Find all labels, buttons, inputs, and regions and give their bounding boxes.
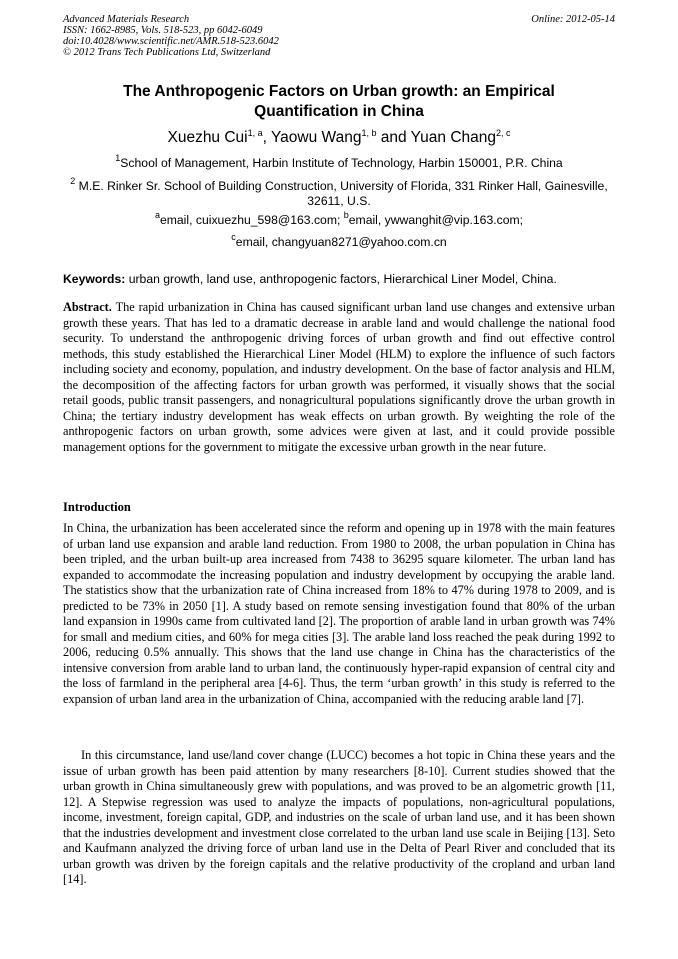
- introduction-paragraph-1: In China, the urbanization has been accelerated since the reform and opening up in 1978 with the main features of urban land use expansion and arable land reduction. From 1980 to 2008, the urban population in China has been tripled, and the urban built-up area increased from 7438 to 36295 square kilometer. The urban land has expanded to accommodate the increasing population and industry development by occupying the arable land. The statistics show that the urbanization rate of China increased from 18% to 47% during 1978 to 2009, and is predicted to be 73% in 2050 [1]. A study based on remote sensing investigation found that 80% of the urban land expansion in 1990s came from cultivated land [2]. The proportion of arable land in urban growth was 74% for small and medium cities, and 60% for mega cities [3]. The arable land loss reached the peak during 1992 to 2006, reducing 0.5% annually. This shows that the land use change in China has the characteristics of the intensive conversion from arable land to urban land, the continuously hyper-rapid expansion of central city and the loss of farmland in the peripheral area [4-6]. Thus, the term ‘urban growth’ in this study is referred to the expansion of urban land area in the urbanization of China, accompanied with the reducing arable land [7].: [63, 521, 615, 706]
- keywords: [63, 272, 615, 287]
- email-mark: a: [154, 210, 160, 220]
- author-name: Yuan Chang: [410, 129, 496, 146]
- journal-header: [63, 14, 463, 58]
- affiliation-text: School of Management, Harbin Institute of Technology, Harbin 150001, P.R. China: [120, 156, 563, 170]
- author-name: Xuezhu Cui: [167, 129, 248, 146]
- email-address[interactable]: email, changyuan8271@yahoo.com.cn: [235, 235, 447, 249]
- author-affiliation-mark: 2, c: [496, 128, 511, 138]
- journal-issn: ISSN: 1662-8985, Vols. 518-523, pp 6042-6049: [63, 25, 263, 36]
- introduction-paragraph-2: In this circumstance, land use/land cover change (LUCC) becomes a hot topic in China these years and the issue of urban growth has been paid attention by many researchers [8-10]. Current studies showed that the urban growth in China simultaneously grew with populations, and was proved to be an algometric growth [11, 12]. A Stepwise regression was used to analyze the impacts of populations, non-agricultural populations, income, investment, foreign capital, GDP, and industries on the scale of urban land use, and it has been shown that the industries development and investment close correlated to the urban land use scale in Beijing [13]. Seto and Kaufmann analyzed the driving force of urban land use in the Delta of Pearl River and concluded that its urban growth was driven by the foreign capitals and the relative productivity of the cropland and urban land [14].: [63, 748, 615, 886]
- journal-copyright: © 2012 Trans Tech Publications Ltd, Switzerland: [63, 47, 271, 58]
- affiliation-1: [63, 153, 615, 171]
- abstract-text: The rapid urbanization in China has caused significant urban land use changes and extensive urban growth these years. That has led to a dramatic decrease in arable land and would challenge the national food security. To understand the anthropogenic driving forces of urban growth and find out effective control methods, this study established the Hierarchical Liner Model (HLM) to explore the influence of such factors including society and economy, population, and industry development. On the base of factor analysis and HLM, the decomposition of the affecting factors for urban growth was performed, it visually shows that the social retail goods, public transit passengers, and nonagricultural populations significantly drove the urban growth in China; the tertiary industry development has weak effects on urban growth. By weighting the role of the anthropogenic factors on urban growth, some advices were given at last, and it could provide possible management options for the government to mitigate the excessive urban growth in the near future.: [63, 300, 615, 454]
- abstract: [63, 300, 615, 455]
- author-email-c: [63, 232, 615, 250]
- keywords-text: urban growth, land use, anthropogenic factors, Hierarchical Liner Model, China.: [125, 272, 557, 286]
- abstract-label: Abstract.: [63, 300, 112, 314]
- online-date: Online: 2012-05-14: [531, 14, 615, 25]
- affiliation-mark: 2: [70, 176, 76, 186]
- paper-title-line-2: Quantification in China: [254, 103, 424, 120]
- paper-title-line-1: The Anthropogenic Factors on Urban growth: an Empirical: [123, 83, 555, 100]
- email-address[interactable]: email, cuixuezhu_598@163.com;: [159, 213, 344, 227]
- author-affiliation-mark: 1, b: [361, 128, 377, 138]
- author-emails: [63, 210, 615, 228]
- keywords-label: Keywords:: [63, 272, 126, 286]
- section-heading-introduction: Introduction: [63, 500, 131, 514]
- author-list: [63, 128, 615, 148]
- email-address[interactable]: email, ywwanghit@vip.163.com;: [348, 213, 524, 227]
- journal-doi: doi:10.4028/www.scientific.net/AMR.518-523.6042: [63, 36, 279, 47]
- email-mark: b: [343, 210, 349, 220]
- email-mark: c: [231, 232, 236, 242]
- affiliation-2: [63, 176, 615, 209]
- author-affiliation-mark: 1, a: [247, 128, 263, 138]
- affiliation-text: M.E. Rinker Sr. School of Building Construction, University of Florida, 331 Rinker Hall, Gainesville, 32611, U.S.: [75, 179, 608, 208]
- author-separator: and: [376, 129, 411, 146]
- affiliation-mark: 1: [115, 153, 121, 163]
- author-separator: ,: [262, 129, 271, 146]
- paper-title: [63, 82, 615, 122]
- author-name: Yaowu Wang: [270, 129, 362, 146]
- journal-name: Advanced Materials Research: [63, 14, 190, 25]
